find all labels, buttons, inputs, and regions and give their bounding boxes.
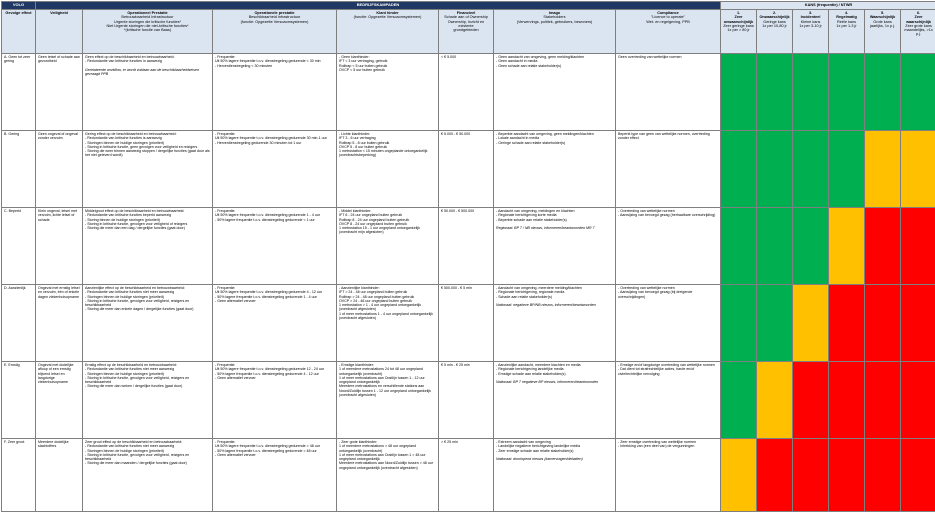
- cell-text-line: Middelgroot effect op de beschikbaarheid en betrouwbaarheid:: [85, 209, 210, 213]
- cell-text-line: IFT > 24 - 48 uur ongepland buiten gebruik: [339, 290, 436, 294]
- cell-text-line: 1 metrostation < 15 minuten ongeplande ontoegankelijk (overdrachtsbeperking): [339, 149, 436, 158]
- financial-cell: [439, 131, 494, 208]
- cell-text-line: Meerdere dodelijke slachtoffers: [38, 440, 80, 449]
- risk-level-cell: [793, 285, 829, 362]
- customer-hinder-cell: [337, 439, 439, 512]
- risk-level-cell: [793, 208, 829, 285]
- cell-text-line: - Frequentie:: [215, 440, 334, 444]
- safety-cell: [36, 208, 83, 285]
- cell-text-line: - Ernstige en/of langdurige overtreding van wettelijke normen: [618, 363, 718, 367]
- cell-text-line: Uit 50% lagere frequentie t.o.v. dienstregeling gedurende 30 min-1 uur: [215, 136, 334, 140]
- likelihood-number: 6.: [903, 11, 934, 15]
- cell-text-line: 1 metrostation > 1 - 4 uur ongepland ontoegankelijk (overdracht afgesloten): [339, 303, 436, 312]
- customer-hinder-cell: [337, 208, 439, 285]
- likelihood-header: [865, 10, 901, 54]
- column-header: [83, 10, 213, 54]
- likelihood-name: Onwaarschijnlijk: [759, 15, 790, 19]
- column-subtitle: (functie: Opgezette Versoaomsystemen): [339, 15, 436, 19]
- cell-text-line: - Lokale aandacht in media: [496, 136, 613, 140]
- cell-text-line: - 50% lagere frequentie t.o.v. dienstregeling gedurende < 1 uur: [215, 218, 334, 222]
- cell-text-line: Uit 50% lagere frequentie t.o.v. dienstregeling gedurende 1 - 4 uur: [215, 213, 334, 217]
- likelihood-description: Reële kans: [831, 20, 862, 24]
- image-cell: [494, 362, 616, 439]
- cell-text-line: 1 of meerdere metrostations 24 tot 48 uur ongepland ontoegankelijk (overdracht): [339, 367, 436, 376]
- cell-text-line: - Storing die meer dan maanden / dergelijke functies (gaat door): [85, 461, 210, 465]
- cell-text-line: - Ernstige klanthinder:: [339, 363, 436, 367]
- cell-text-line: - Regionale berichtgeving landelijke media: [496, 367, 613, 371]
- cell-text-line: - Storing die meer dan een dag / dergelijke functies (gaat door): [85, 226, 210, 230]
- risk-level-cell: [757, 208, 793, 285]
- consequence-label: E. Ernstig: [2, 362, 36, 439]
- column-title: Operationeel Prestatie: [85, 11, 210, 15]
- likelihood-name: Incidenteel: [795, 15, 826, 19]
- image-cell: [494, 285, 616, 362]
- likelihood-description: Zeer geringe kans: [723, 24, 754, 28]
- cell-text-line: - Storing in kritische functie, gevolgen voor veiligheid, reizigers en beschikbaarheid: [85, 376, 210, 385]
- column-subtitle: Wet- en regelgeving, PPB: [618, 20, 718, 24]
- image-cell: [494, 131, 616, 208]
- cell-text-line: - Aanzienlijke klanthinder:: [339, 286, 436, 290]
- cell-text-line: Aanzienlijke effect op de beschikbaarheid en betrouwbaarheid:: [85, 286, 210, 290]
- image-cell: [494, 208, 616, 285]
- cell-text-line: OVCP 5 - 8 uur buiten gebruik: [339, 145, 436, 149]
- cell-text-line: IFT < 3 uur vertraging, gebruik: [339, 59, 436, 63]
- likelihood-description: 1x per > 80 jr: [723, 28, 754, 32]
- cell-text-line: - Storing in kritische functie, gevolgen voor veiligheid, reizigers en beschikbaarheid: [85, 299, 210, 308]
- compliance-cell: [616, 285, 721, 362]
- risk-level-cell: [865, 131, 901, 208]
- customer-hinder-cell: [337, 54, 439, 131]
- risk-level-cell: [793, 54, 829, 131]
- safety-cell: [36, 285, 83, 362]
- cell-text-line: Nationaal: negatieve BP/NB nieuws, informeren/beantwoorden: [496, 303, 613, 307]
- cell-text-line: - Storing die weer binnen aanwezig stoppen / dergelijke functies (gaat door als het niet geleverd wordt): [85, 149, 210, 158]
- cell-text-line: € 50.000 - € 500.000: [441, 209, 491, 213]
- financial-cell: [439, 439, 494, 512]
- risk-level-cell: [901, 54, 935, 131]
- column-header: [36, 10, 83, 54]
- likelihood-name: Zeer waarschijnlijk: [903, 15, 934, 24]
- cell-text-line: - Herverdienstregeling < 30 minuten: [215, 64, 334, 68]
- cell-text-line: Gerelateerde workflow, er wordt voldaan aan de beschikbaarheidseisen gevraagd PPB: [85, 68, 210, 77]
- column-title: Compliance: [618, 11, 718, 15]
- cell-text-line: Ongeval met dodelijke afloop of een ernstig blijvend letsel en langdurige ziekenhuisopname: [38, 363, 80, 384]
- cell-text-line: - Aanwijzing van bevoegd gezag (bij dreigende overschrijdingen): [618, 290, 718, 299]
- likelihood-description: Zeer grote kans: [903, 24, 934, 28]
- cell-text-line: - Redundantie van kritische functies niet meer aanwezig: [85, 290, 210, 294]
- column-subtitle: Schade aan of Ownership: [441, 15, 491, 19]
- risk-level-cell: [793, 439, 829, 512]
- cell-text-line: 1 of meerdere metrostations > 48 uur ongepland ontoegankelijk (overdracht): [339, 444, 436, 453]
- risk-level-cell: [757, 362, 793, 439]
- likelihood-number: 3.: [795, 11, 826, 15]
- column-subtitle: (functie: Opgezette Versoaomsystemen): [215, 20, 334, 24]
- likelihood-description: Geringe kans: [759, 20, 790, 24]
- cell-text-line: - Frequentie:: [215, 209, 334, 213]
- cell-text-line: - Geen alternatief vervoer: [215, 376, 334, 380]
- performance-cell: [83, 439, 213, 512]
- column-subtitle: grondgebieden: [441, 28, 491, 32]
- cell-text-line: - Geen alternatief vervoer: [215, 453, 334, 457]
- cell-text-line: < € 5.000: [441, 55, 491, 59]
- financial-cell: [439, 208, 494, 285]
- safety-cell: [36, 54, 83, 131]
- cell-text-line: - Geen klanthinder:: [339, 55, 436, 59]
- column-header: [494, 10, 616, 54]
- cell-text-line: - Ernstige schade aan relatie stakeholder(s): [496, 372, 613, 376]
- cell-text-line: Uit 50% lagere frequentie t.o.v. dienstregeling gedurende 4 - 12 uur: [215, 290, 334, 294]
- risk-level-cell: [901, 439, 935, 512]
- risk-level-cell: [865, 285, 901, 362]
- cell-text-line: - Intrekking van (een deel van) de vergunningen: [618, 444, 718, 448]
- consequence-row: [2, 131, 935, 208]
- cell-text-line: Zeer groot effect op de beschikbaarheid en betrouwbaarheid:: [85, 440, 210, 444]
- likelihood-header: [721, 10, 757, 54]
- cell-text-line: Geen overtreding van wettelijke normen: [618, 55, 718, 59]
- cell-text-line: - Storing binnen de huidige storingen (prioriteit): [85, 218, 210, 222]
- column-title: Imago: [496, 11, 613, 15]
- risk-level-cell: [757, 439, 793, 512]
- likelihood-header: [901, 10, 935, 54]
- risk-level-cell: [865, 362, 901, 439]
- risk-level-cell: [901, 131, 935, 208]
- performance-cell: [83, 208, 213, 285]
- header-kans-scale: KANS (frequentie) / NTWR: [721, 2, 935, 10]
- risk-level-cell: [721, 362, 757, 439]
- likelihood-number: 4.: [831, 11, 862, 15]
- cell-text-line: - Geen aandacht van omgeving, geen melding/klachten: [496, 55, 613, 59]
- cell-text-line: - Zeer ernstige overtreding van wettelijke normen: [618, 440, 718, 444]
- cell-text-line: - Geen alternatief vervoer: [215, 299, 334, 303]
- likelihood-description: Kleine kans: [795, 20, 826, 24]
- risk-level-cell: [829, 208, 865, 285]
- consequence-label: C. Beperkt: [2, 208, 36, 285]
- likelihood-header: [829, 10, 865, 54]
- likelihood-description: 1x per 10-80 jr: [759, 24, 790, 28]
- column-subtitle: Betrouwbaarheid Infrastructuur: [85, 15, 210, 19]
- performance-cell: [83, 285, 213, 362]
- customer-hinder-cell: [337, 131, 439, 208]
- likelihood-header: [757, 10, 793, 54]
- cell-text-line: - Redundantie van kritische functies niet meer aanwezig: [85, 367, 210, 371]
- cell-text-line: 1 metrostation 15 - 1 uur ongepland ontoegankelijk (overdracht mijn afgesloten): [339, 226, 436, 235]
- cell-text-line: OVCP > 24 - 48 uur ongepland buiten gebruik: [339, 299, 436, 303]
- cell-text-line: - Beperkte schade aan relatie stakeholder(s): [496, 218, 613, 222]
- consequence-row: [2, 362, 935, 439]
- risk-level-cell: [793, 362, 829, 439]
- cell-text-line: - Frequentie:: [215, 55, 334, 59]
- cell-text-line: - Geen aandacht in media: [496, 59, 613, 63]
- customer-hinder-cell: [337, 285, 439, 362]
- cell-text-line: - Geen schade aan relatie stakeholder(s): [496, 64, 613, 68]
- header-volg: VOLG: [2, 2, 36, 10]
- financial-cell: [439, 54, 494, 131]
- risk-level-cell: [865, 208, 901, 285]
- cell-text-line: - Middel klanthinder:: [339, 209, 436, 213]
- column-title: Financieel: [441, 11, 491, 15]
- consequence-label: F. Zeer groot: [2, 439, 36, 512]
- cell-text-line: € 5 mln - € 25 mln: [441, 363, 491, 367]
- risk-level-cell: [829, 54, 865, 131]
- cell-text-line: - Extreem aandacht van omgeving: [496, 440, 613, 444]
- risk-level-cell: [901, 208, 935, 285]
- cell-text-line: - Regionale berichtgeving korte media: [496, 213, 613, 217]
- cell-text-line: Geen ongeval of ongeval zonder verzuim: [38, 132, 80, 141]
- cell-text-line: - Landelijke negatieve berichtgeving landelijke media: [496, 444, 613, 448]
- safety-cell: [36, 131, 83, 208]
- compliance-cell: [616, 54, 721, 131]
- cell-text-line: IFT 3 - 6 uur vertraging: [339, 136, 436, 140]
- cell-text-line: Uit 50% lagere frequentie t.o.v. dienstregeling gedurende 12 - 24 uur: [215, 367, 334, 371]
- column-title: Veiligheid: [38, 11, 80, 15]
- header-row-top: [2, 2, 935, 10]
- column-subtitle: "Licence to operate": [618, 15, 718, 19]
- risk-level-cell: [757, 285, 793, 362]
- availability-cell: [213, 362, 337, 439]
- cell-text-line: Uit 50% lagere frequentie t.o.v. dienstregeling gedurende > 48 uur: [215, 444, 334, 448]
- cell-text-line: - Overtreding van wettelijke normen: [618, 209, 718, 213]
- risk-level-cell: [721, 131, 757, 208]
- column-header: [213, 10, 337, 54]
- cell-text-line: Ongeval met ernstig letsel en verzuim, één of enkele dagen ziekenhuisopname: [38, 286, 80, 299]
- likelihood-description: 1x per 3-10 jr: [795, 24, 826, 28]
- column-subtitle: Urgente storingen die kritische functies*: [85, 20, 210, 24]
- cell-text-line: - Zeer grote klanthinder:: [339, 440, 436, 444]
- column-title: Gevolge effect: [4, 11, 33, 15]
- consequence-row: [2, 54, 935, 131]
- safety-cell: [36, 362, 83, 439]
- cell-text-line: Rolltrap < 5 uur buiten gebruik: [339, 64, 436, 68]
- cell-text-line: - Storing in kritische functie, gevolgen voor veiligheid, reizigers en beschikbaarheid: [85, 453, 210, 462]
- cell-text-line: - 50% lagere frequentie t.o.v. dienstregeling gedurende > 48 uur: [215, 449, 334, 453]
- cell-text-line: Nationaal: BP 7 negatieve BP nieuws, informeren/beantwoorden: [496, 380, 613, 384]
- column-header: [2, 10, 36, 54]
- cell-text-line: - Herverdienstregeling gedurende 30 minuten tot 1 uur: [215, 141, 334, 145]
- availability-cell: [213, 439, 337, 512]
- availability-cell: [213, 208, 337, 285]
- cell-text-line: - Frequentie:: [215, 286, 334, 290]
- cell-text-line: OVCP < 5 uur buiten gebruik: [339, 68, 436, 72]
- image-cell: [494, 54, 616, 131]
- cell-text-line: - Storingen binnen de huidige storingen (prioriteit): [85, 372, 210, 376]
- column-subtitle: *(kritische functie van Baas): [85, 28, 210, 32]
- likelihood-name: Regelmatig: [831, 15, 862, 19]
- cell-text-line: - Overtreding van wettelijke normen: [618, 286, 718, 290]
- consequence-label: D. Aanzienlijk: [2, 285, 36, 362]
- cell-text-line: - 50% lagere frequentie t.o.v. dienstregeling gedurende 4 - 12 uur: [215, 372, 334, 376]
- cell-text-line: - Redundantie van kritische functies beperkt aanwezig: [85, 213, 210, 217]
- cell-text-line: Rolltrap 5 - 8 uur buiten gebruik: [339, 141, 436, 145]
- cell-text-line: - Dat dient tot strafrechtelijke acties, harde en/of civielrechtelijke vervolging: [618, 367, 718, 376]
- cell-text-line: - Geringe schade aan relatie stakeholder(s): [496, 141, 613, 145]
- column-subtitle: (Verwervings, politiek, gebruikers, bewoners): [496, 20, 613, 24]
- cell-text-line: - Storingen binnen de huidige storingen (prioriteit): [85, 141, 210, 145]
- cell-text-line: Uit 50% lagere frequentie t.o.v. dienstregeling gedurende < 30 min: [215, 59, 334, 63]
- likelihood-description: maandelijks, >1x p.j.: [903, 28, 934, 37]
- risk-level-cell: [793, 131, 829, 208]
- cell-text-line: 1 of meer metrostations aan Oostlijn tussen 1 - 12 uur ongepland ontoegankelijk: [339, 376, 436, 385]
- risk-level-cell: [721, 285, 757, 362]
- column-header: [439, 10, 494, 54]
- performance-cell: [83, 362, 213, 439]
- cell-text-line: € 500.000 - € 5 mln: [441, 286, 491, 290]
- likelihood-number: 5.: [867, 11, 898, 15]
- column-subtitle: Niet Urgente storingen die niet-kritische functies*: [85, 24, 210, 28]
- cell-text-line: - Aandacht van omgeving, meldingen en klachten: [496, 209, 613, 213]
- column-subtitle: Beschikbaarheid Infrastructuur: [215, 15, 334, 19]
- risk-level-cell: [757, 131, 793, 208]
- cell-text-line: - Storing die meer dan enkele dagen / dergelijke functies (gaat door): [85, 307, 210, 311]
- column-title: Klant hinder: [339, 11, 436, 15]
- cell-text-line: Geen letsel of schade aan gezondheid: [38, 55, 80, 64]
- risk-level-cell: [901, 362, 935, 439]
- likelihood-header: [793, 10, 829, 54]
- cell-text-line: 1 of meer metrostations aan Oostlijn tussen 1 > 48 uur ongepland ontoegankelijk: [339, 453, 436, 462]
- cell-text-line: - Storing in kritische functie, gevolgen voor veiligheid of reizigers: [85, 222, 210, 226]
- cell-text-line: - Frequentie:: [215, 363, 334, 367]
- cell-text-line: Klein ongeval, letsel met verzuim, lichte letsel of schade: [38, 209, 80, 222]
- cell-text-line: IFT 6 - 24 uur ongepland buiten gebruik: [339, 213, 436, 217]
- cell-text-line: Meerdere metrostations en verschillende stations aan Noord/Zuidlijn tussen 1 - 12 uur ongepland ontoegankelijk (overdracht afgesloten): [339, 384, 436, 397]
- cell-text-line: - Beperkte aandacht van omgeving, geen meldingen/klachten: [496, 132, 613, 136]
- risk-level-cell: [829, 362, 865, 439]
- cell-text-line: Rolltrap > 24 - 48 uur ongepland buiten gebruik: [339, 295, 436, 299]
- column-header: [337, 10, 439, 54]
- risk-level-cell: [757, 54, 793, 131]
- cell-text-line: - Redundantie van kritische functies in aanwezig: [85, 59, 210, 63]
- likelihood-description: 1x per 1-3 jr: [831, 24, 862, 28]
- risk-level-cell: [829, 285, 865, 362]
- cell-text-line: Regionaal: BP 7 / NB nieuws, informeren/beantwoorden MR 7: [496, 226, 613, 230]
- performance-cell: [83, 54, 213, 131]
- risk-level-cell: [901, 285, 935, 362]
- risk-level-cell: [829, 439, 865, 512]
- column-header: [616, 10, 721, 54]
- cell-text-line: - Regionale berichtgeving, regionale media: [496, 290, 613, 294]
- customer-hinder-cell: [337, 362, 439, 439]
- likelihood-description: Grote kans: [867, 20, 898, 24]
- risk-level-cell: [829, 131, 865, 208]
- column-subtitle: Stakeholders: [496, 15, 613, 19]
- likelihood-number: 2.: [759, 11, 790, 15]
- compliance-cell: [616, 362, 721, 439]
- header-bedrijfskampaden: BEDRIJFSKAMPADEN: [36, 2, 721, 10]
- compliance-cell: [616, 131, 721, 208]
- cell-text-line: - Redundantie van kritische functies niet meer aanwezig: [85, 444, 210, 448]
- availability-cell: [213, 54, 337, 131]
- cell-text-line: OVCP 8 - 24 uur ongepland buiten gebruik: [339, 222, 436, 226]
- cell-text-line: Geen effect op de beschikbaarheid en betrouwbaarheid:: [85, 55, 210, 59]
- risk-level-cell: [721, 54, 757, 131]
- risk-matrix-table: [1, 1, 935, 512]
- cell-text-line: - Aanzienlijke aandacht, meerdere klachten en media: [496, 363, 613, 367]
- cell-text-line: - Aanwijzing van bevoegd gezag (herhaalbare overschrijding): [618, 213, 718, 217]
- cell-text-line: Meerdere metrostations aan Noord/Zuidlijn tussen > 48 uur ongepland ontoegankelijk (overdracht afgesloten): [339, 461, 436, 470]
- header-row-columns: [2, 10, 935, 54]
- cell-text-line: > € 25 mln: [441, 440, 491, 444]
- cell-text-line: - Frequentie:: [215, 132, 334, 136]
- financial-cell: [439, 285, 494, 362]
- likelihood-number: 1.: [723, 11, 754, 15]
- financial-cell: [439, 362, 494, 439]
- risk-level-cell: [721, 208, 757, 285]
- image-cell: [494, 439, 616, 512]
- compliance-cell: [616, 439, 721, 512]
- cell-text-line: - Schade aan relatie stakeholder(s): [496, 295, 613, 299]
- cell-text-line: - Storingen binnen de huidige storingen (prioriteit): [85, 449, 210, 453]
- cell-text-line: - 50% lagere frequentie t.o.v. dienstregeling gedurende 1 - 4 uur: [215, 295, 334, 299]
- cell-text-line: Rolltrap 8 - 24 uur ongepland buiten gebruik: [339, 218, 436, 222]
- compliance-cell: [616, 208, 721, 285]
- cell-text-line: Nationaal: doorlopend nieuws (kamervragen/debatten): [496, 457, 613, 461]
- cell-text-line: Ernstig effect op de beschikbaarheid en betrouwbaarheid:: [85, 363, 210, 367]
- column-subtitle: Ownership, Inzicht en existente: [441, 20, 491, 29]
- cell-text-line: - Lichte klanthinder:: [339, 132, 436, 136]
- cell-text-line: 1 of meer metrostations 1 - 4 uur ongepland ontoegankelijk (overdracht afgesloten): [339, 312, 436, 321]
- column-title: Operationele prestatie: [215, 11, 334, 15]
- safety-cell: [36, 439, 83, 512]
- cell-text-line: - Storing in kritische functie, geen gevolgen voor veiligheid en reizigers: [85, 145, 210, 149]
- cell-text-line: Gering effect op de beschikbaarheid en betrouwbaarheid:: [85, 132, 210, 136]
- cell-text-line: Beperkt type van geen van wettelijke normen, overtreding zonder effect: [618, 132, 718, 141]
- performance-cell: [83, 131, 213, 208]
- risk-level-cell: [865, 439, 901, 512]
- cell-text-line: - Storingen binnen de huidige storingen (prioriteit): [85, 295, 210, 299]
- cell-text-line: - Zeer ernstige schade aan relatie stakeholder(s): [496, 449, 613, 453]
- likelihood-description: jaarlijks, 1x p.j.: [867, 24, 898, 28]
- consequence-label: A. Geen tot zeer gering: [2, 54, 36, 131]
- consequence-row: [2, 285, 935, 362]
- cell-text-line: € 5.000 - € 50.000: [441, 132, 491, 136]
- consequence-row: [2, 439, 935, 512]
- cell-text-line: - Redundantie van kritische functies is aanwezig: [85, 136, 210, 140]
- consequence-label: B. Gering: [2, 131, 36, 208]
- cell-text-line: - Aandacht van omgeving, meerdere melding/klachten: [496, 286, 613, 290]
- likelihood-name: Zeer onwaarschijnlijk: [723, 15, 754, 24]
- risk-level-cell: [721, 439, 757, 512]
- likelihood-name: Waarschijnlijk: [867, 15, 898, 19]
- availability-cell: [213, 131, 337, 208]
- risk-level-cell: [865, 54, 901, 131]
- cell-text-line: - Storing die meer dan weken / dergelijke functies (gaat door): [85, 384, 210, 388]
- consequence-row: [2, 208, 935, 285]
- availability-cell: [213, 285, 337, 362]
